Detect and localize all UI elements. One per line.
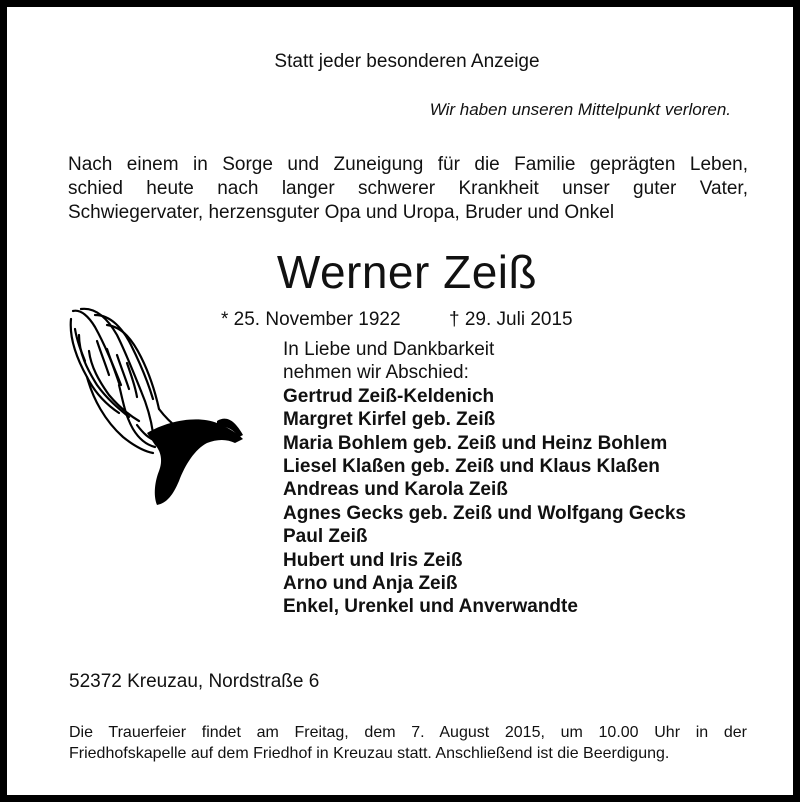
intro-line-1: Nach einem in Sorge und Zuneigung für die Familie geprägten Leben, xyxy=(68,154,748,175)
intro-line-2: schied heute nach langer schwerer Krankheit unser guter Vater, xyxy=(68,178,748,199)
death-date: † 29. Juli 2015 xyxy=(449,309,573,330)
mourner-item: Andreas und Karola Zeiß xyxy=(283,479,508,501)
funeral-line-1: Die Trauerfeier findet am Freitag, dem 7. August 2015, um 10.00 Uhr in der xyxy=(69,724,747,741)
mourner-item: Arno und Anja Zeiß xyxy=(283,573,458,595)
mourner-item: Margret Kirfel geb. Zeiß xyxy=(283,409,496,431)
mourner-item: Agnes Gecks geb. Zeiß und Wolfgang Gecks xyxy=(283,502,686,524)
farewell-line-2: nehmen wir Abschied: xyxy=(283,362,469,384)
farewell-line-1: In Liebe und Dankbarkeit xyxy=(283,339,495,360)
birth-date: * 25. November 1922 xyxy=(221,309,401,330)
motto-line: Wir haben unseren Mittelpunkt verloren. xyxy=(429,100,731,119)
mourner-item: Paul Zeiß xyxy=(283,526,368,548)
mourner-item: Maria Bohlem geb. Zeiß und Heinz Bohlem xyxy=(283,432,668,454)
mourner-item: Liesel Klaßen geb. Zeiß und Klaus Klaßen xyxy=(283,456,660,478)
mourners-list xyxy=(283,338,686,619)
praying-hands-icon xyxy=(67,305,247,510)
deceased-name: Werner Zeiß xyxy=(276,246,538,298)
intro-paragraph xyxy=(68,153,748,225)
intro-line-3: Schwiegervater, herzensguter Opa und Uropa, Bruder und Onkel xyxy=(68,202,615,223)
funeral-info xyxy=(69,722,747,764)
notice-header: Statt jeder besonderen Anzeige xyxy=(274,51,540,72)
funeral-line-2: Friedhofskapelle auf dem Friedhof in Kreuzau statt. Anschließend ist die Beerdigung. xyxy=(69,745,670,762)
mourner-item: Enkel, Urenkel und Anverwandte xyxy=(283,596,578,618)
family-address: 52372 Kreuzau, Nordstraße 6 xyxy=(69,671,320,692)
mourner-item: Hubert und Iris Zeiß xyxy=(283,549,463,571)
mourner-item: Gertrud Zeiß-Keldenich xyxy=(283,385,495,407)
